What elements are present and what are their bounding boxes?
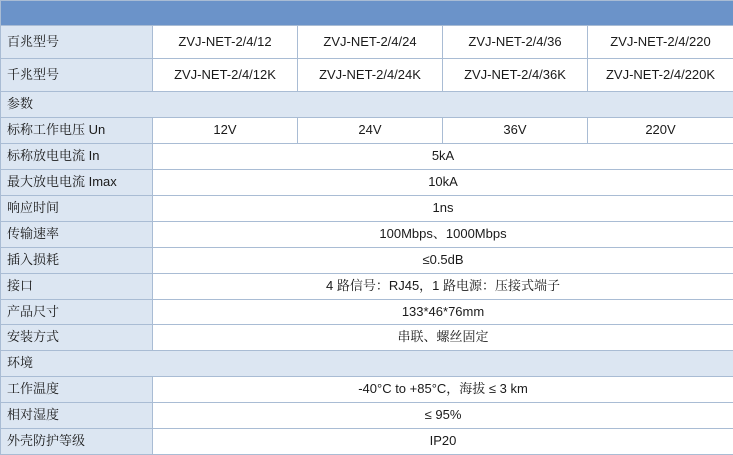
row-label-installation: 安装方式: [1, 325, 153, 351]
table-row: [1, 299, 733, 325]
table-row: [1, 247, 733, 273]
cell-giga-model-4: ZVJ-NET-2/4/220K: [588, 59, 733, 92]
cell-fast-model-4: ZVJ-NET-2/4/220: [588, 26, 733, 59]
row-label-giga-model: 千兆型号: [1, 59, 153, 92]
table-row: [1, 403, 733, 429]
table-row: [1, 273, 733, 299]
table-row: [1, 59, 733, 92]
section-label-parameters: 参数: [1, 92, 733, 118]
table-row: [1, 26, 733, 59]
cell-interface: 4 路信号：RJ45，1 路电源：压接式端子: [153, 273, 733, 299]
cell-giga-model-2: ZVJ-NET-2/4/24K: [298, 59, 443, 92]
cell-nominal-discharge-current: 5kA: [153, 143, 733, 169]
row-label-nominal-voltage: 标称工作电压 Un: [1, 117, 153, 143]
cell-dimensions: 133*46*76mm: [153, 299, 733, 325]
cell-voltage-1: 12V: [153, 117, 298, 143]
table-row: [1, 169, 733, 195]
cell-insertion-loss: ≤0.5dB: [153, 247, 733, 273]
row-label-operating-temperature: 工作温度: [1, 377, 153, 403]
header-bar-fill: [1, 1, 733, 26]
row-label-fast-model: 百兆型号: [1, 26, 153, 59]
table-row: [1, 325, 733, 351]
row-label-dimensions: 产品尺寸: [1, 299, 153, 325]
header-bar: [1, 1, 733, 26]
cell-relative-humidity: ≤ 95%: [153, 403, 733, 429]
cell-transmission-rate: 100Mbps、1000Mbps: [153, 221, 733, 247]
row-label-response-time: 响应时间: [1, 195, 153, 221]
cell-installation: 串联、螺丝固定: [153, 325, 733, 351]
cell-voltage-4: 220V: [588, 117, 733, 143]
row-label-max-discharge-current: 最大放电电流 Imax: [1, 169, 153, 195]
row-label-interface: 接口: [1, 273, 153, 299]
cell-fast-model-1: ZVJ-NET-2/4/12: [153, 26, 298, 59]
section-label-environment: 环境: [1, 351, 733, 377]
cell-fast-model-3: ZVJ-NET-2/4/36: [443, 26, 588, 59]
table-row: [1, 221, 733, 247]
cell-response-time: 1ns: [153, 195, 733, 221]
table-row: [1, 143, 733, 169]
row-label-nominal-discharge-current: 标称放电电流 In: [1, 143, 153, 169]
row-label-insertion-loss: 插入损耗: [1, 247, 153, 273]
cell-max-discharge-current: 10kA: [153, 169, 733, 195]
cell-giga-model-3: ZVJ-NET-2/4/36K: [443, 59, 588, 92]
table-row: [1, 195, 733, 221]
cell-voltage-2: 24V: [298, 117, 443, 143]
row-label-relative-humidity: 相对湿度: [1, 403, 153, 429]
cell-fast-model-2: ZVJ-NET-2/4/24: [298, 26, 443, 59]
table-row: [1, 117, 733, 143]
row-label-ingress-protection: 外壳防护等级: [1, 429, 153, 455]
cell-operating-temperature: -40°C to +85°C，海拔 ≤ 3 km: [153, 377, 733, 403]
table-row: [1, 429, 733, 455]
table-row: [1, 377, 733, 403]
cell-giga-model-1: ZVJ-NET-2/4/12K: [153, 59, 298, 92]
cell-ingress-protection: IP20: [153, 429, 733, 455]
section-header-environment: [1, 351, 733, 377]
section-header-parameters: [1, 92, 733, 118]
row-label-transmission-rate: 传输速率: [1, 221, 153, 247]
cell-voltage-3: 36V: [443, 117, 588, 143]
